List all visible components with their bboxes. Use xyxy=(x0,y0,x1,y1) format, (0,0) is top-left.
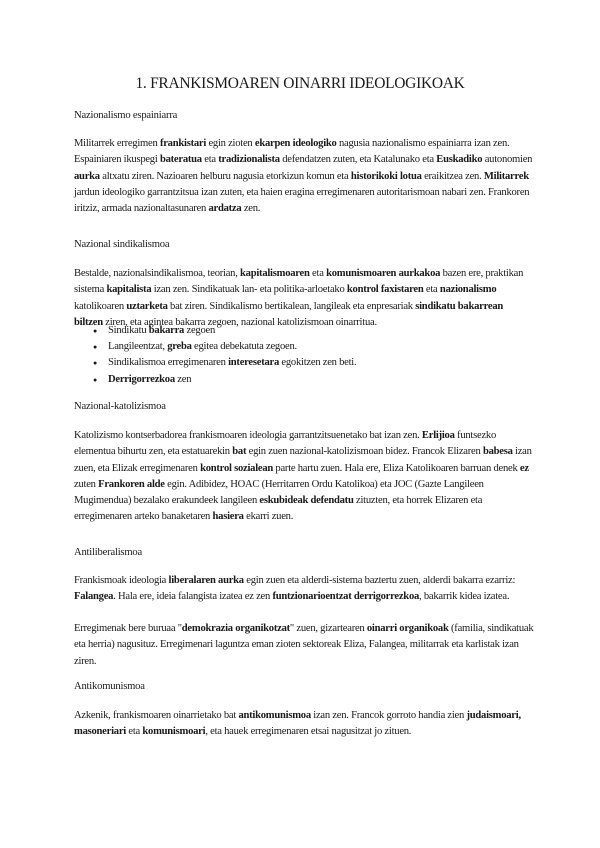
bold-term: hasiera xyxy=(212,511,244,523)
bold-term: bateratua xyxy=(159,154,202,166)
bold-term: kapitalista xyxy=(106,284,152,296)
section-paragraph: Militarrek erregimen frankistari egin zioten ekarpen ideologiko nagusia nazionalismo espainiarra izan zen. Espainiaren ikuspegi bateratua eta tradizionalista defendatzen zuten, eta Katalunako eta Euskadiko autonomien aurka altxatu ziren. Nazioaren helburu nagusia etorkizun komun eta historikoki lotua eraikitzea zen. Militarrek jardun ideologiko garrantzitsua izan zuten, eta haien eragina erregimenaren autoritarismoan nabari zen. Frankoren iritziz, armada nazionaltasunaren ardatza zen. xyxy=(74,138,533,215)
bold-term: judaismoari, masoneriari xyxy=(74,710,521,738)
bold-term: bakarra xyxy=(148,325,185,336)
section-paragraph: Erregimenak bere buruaa "demokrazia organikotzat" zuen, gizartearen oinarri organikoak (familia, sindikatuak eta herria) nagusituz. Erregimenari laguntza eman zioten sektoreak Eliza, Falangea, militarrak eta karlistak izan ziren. xyxy=(74,623,534,667)
section-heading-katolizismoa: Nazional-katolizismoa xyxy=(74,401,166,412)
bold-term: funtzionarioentzat derrigorrezkoa xyxy=(272,591,420,603)
bold-term: antikomunismoa xyxy=(238,710,311,721)
bold-term: kapitalismoaren xyxy=(240,268,310,279)
bold-term: aurka xyxy=(74,170,100,182)
section-heading-antiliberalismoa: Antiliberalismoa xyxy=(74,547,142,558)
section-heading-antikomunismoa: Antikomunismoa xyxy=(74,681,145,692)
list-item: ● Sindikatu bakarra zegoen xyxy=(93,323,356,339)
bold-term: oinarri organikoak xyxy=(366,623,449,634)
bold-term: babesa xyxy=(482,446,513,458)
section-heading-nazionalismo: Nazionalismo espainiarra xyxy=(74,110,178,121)
bold-term: kontrol faxistaren xyxy=(346,284,424,296)
bold-term: nazionalismo xyxy=(439,284,497,296)
section-heading-sindikalismoa: Nazional sindikalismoa xyxy=(74,239,170,250)
bold-term: Derrigorrezkoa xyxy=(108,373,175,385)
list-item: ● Langileentzat, greba egitea debekatuta zegoen. xyxy=(93,339,356,355)
bold-term: komunismoaren aurkakoa xyxy=(326,268,441,279)
list-item: ● Derrigorrezkoa zen xyxy=(93,372,356,388)
bold-term: ez xyxy=(519,462,529,474)
section-paragraph: Frankismoak ideologia liberalaren aurka egin zuen eta alderdi-sistema baztertu zuen, alderdi bakarra ezarriz: Falangea. Hala ere, ideia falangista izatea ez zen funtzionarioentzat derrigorrezkoa, bakarrik kidea izatea. xyxy=(74,575,516,603)
bold-term: Erlijioa xyxy=(421,430,455,441)
bold-term: bat xyxy=(232,446,247,458)
bold-term: frankistari xyxy=(159,138,207,149)
bold-term: ardatza xyxy=(208,203,242,215)
bold-term: interesetara xyxy=(228,357,280,369)
bold-term: eskubideak defendatu xyxy=(259,495,354,507)
bold-term: Euskadiko xyxy=(436,154,483,166)
list-item: ● Sindikalismoa erregimenaren interesetara egokitzen zen beti. xyxy=(93,355,356,371)
bold-term: tradizionalista xyxy=(218,154,280,166)
bold-term: historikoki lotua xyxy=(350,170,422,182)
bold-term: Militarrek xyxy=(483,170,529,182)
section-paragraph: Azkenik, frankismoaren oinarrietako bat antikomunismoa izan zen. Francok gorroto handia zien judaismoari, masoneriari eta komunismoari, eta hauek erregimenaren etsai nagusitzat jo zituen. xyxy=(74,710,521,738)
bold-term: demokrazia organikotzat xyxy=(181,623,290,634)
bold-term: greba xyxy=(167,341,192,353)
bold-term: komunismoari xyxy=(142,726,206,738)
section-paragraph: Katolizismo kontserbadorea frankismoaren ideologia garrantzitsuenetako bat izan zen. Erlijioa funtsezko elementua bihurtu zen, eta estatuarekin bat egin zuen nazional-katolizismoan bidez. Francok Elizaren babesa izan zuen, eta Elizak erregimenaren kontrol sozialean parte hartu zuen. Hala ere, Eliza Katolikoaren barruan denek ez zuten Frankoren alde egin. Adibidez, HOAC (Herritarren Ordu Katolikoa) eta JOC (Gazte Langileen Mugimendua) bezalako erakundeek langileen eskubideak defendatu zituzten, eta horrek Elizaren eta erregimenaren arteko banaketaren hasiera ekarri zuen. xyxy=(74,430,532,523)
section-paragraph: Bestalde, nazionalsindikalismoa, teorian, kapitalismoaren eta komunismoaren aurkakoa bazen ere, praktikan sistema kapitalista izan zen. Sindikatuak lan- eta politika-arloetako kontrol faxistaren eta nazionalismo katolikoaren uztarketa bat ziren. Sindikalismo bertikalean, langileak eta enpresariak sindikatu bakarrean biltzen ziren, eta agintea bakarra zegoen, nazional katolizismoan oinarritua. xyxy=(74,268,524,328)
bold-term: uztarketa xyxy=(126,300,168,312)
page-title: 1. FRANKISMOAREN OINARRI IDEOLOGIKOAK xyxy=(135,75,465,92)
bold-term: sindikatu bakarrean biltzen xyxy=(74,300,504,328)
bold-term: Frankoren alde xyxy=(98,478,165,490)
bold-term: ekarpen ideologiko xyxy=(254,138,337,149)
bold-term: Falangea xyxy=(74,591,114,603)
bullet-list xyxy=(93,323,356,388)
bold-term: kontrol sozialean xyxy=(200,462,274,474)
bold-term: liberalaren aurka xyxy=(168,575,244,586)
